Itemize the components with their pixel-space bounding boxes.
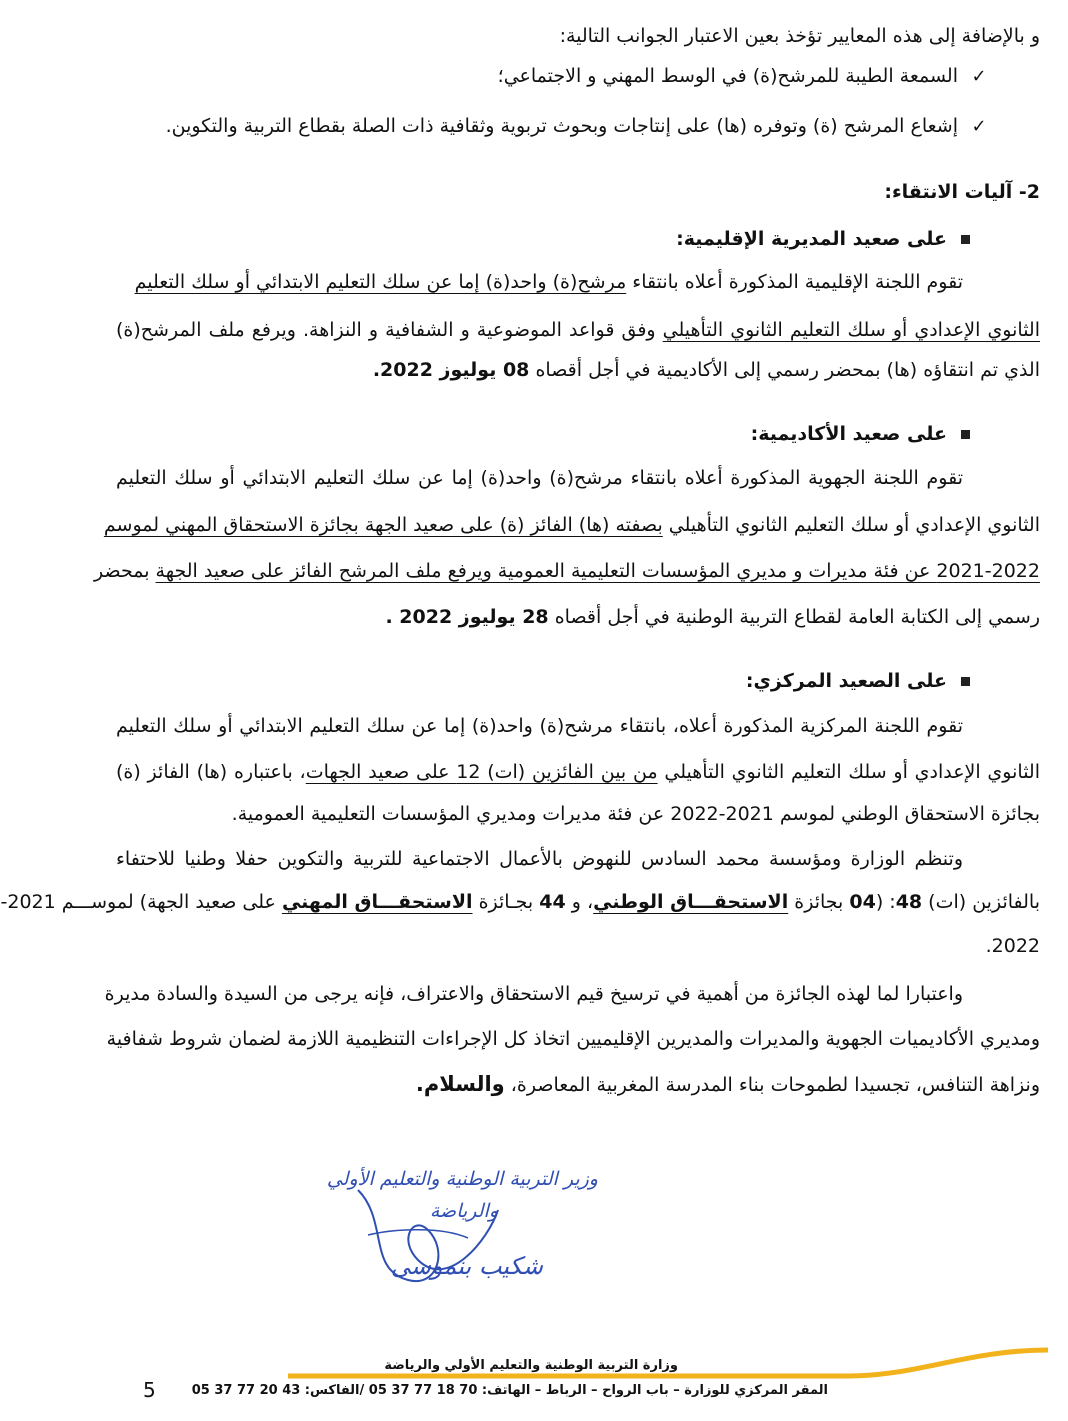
ceremony-line-3: 2022. — [985, 935, 1040, 957]
provincial-heading: على صعيد المديرية الإقليمية: — [116, 225, 970, 253]
checkmark-icon: ✓ — [971, 66, 987, 87]
central-line-2: الثانوي الإعدادي أو سلك التعليم الثانوي التأهيلي من بين الفائزين (ات) 12 على صعيد الجهات، باعتباره (ها) الفائز (ة) — [116, 761, 1041, 783]
footer-address: المقر المركزي للوزارة – باب الرواح – الرباط – الهاتف: 70 18 77 37 05 /الفاكس: 43 20 77 37 05 — [191, 1383, 828, 1398]
central-line-3: بجائزة الاستحقاق الوطني لموسم 2021-2022 عن فئة مديرات ومديري المؤسسات التعليمية العمومية. — [231, 803, 1040, 825]
footer-ministry-name: وزارة التربية الوطنية والتعليم الأولي والرياضة — [384, 1358, 678, 1373]
closing-line-3: ونزاهة التنافس، تجسيدا لطموحات بناء المدرسة المغربية المعاصرة، والسلام. — [415, 1072, 1040, 1096]
provincial-line-2: الثانوي الإعدادي أو سلك التعليم الثانوي التأهيلي وفق قواعد الموضوعية و الشفافية و النزاهة. ويرفع ملف المرشح(ة) — [116, 319, 1041, 341]
square-bullet-icon — [961, 430, 970, 439]
page-number: 5 — [143, 1378, 156, 1402]
regional-line-3: 2021-2022 عن فئة مديرات و مديري المؤسسات التعليمية العمومية ويرفع ملف المرشح الفائز على صعيد الجهة بمحضر — [94, 560, 1040, 582]
criterion-2: ✓إشعاع المرشح (ة) وتوفره (ها) على إنتاجات وبحوث تربوية وثقافية ذات الصلة بقطاع التربية والتكوين. — [116, 112, 990, 141]
closing-line-2: ومديري الأكاديميات الجهوية والمديرات والمديرين الإقليميين اتخاذ كل الإجراءات التنظيمية اللازمة لضمان شروط شفافية — [106, 1028, 1040, 1050]
ceremony-line-2: بالفائزين (ات) 48: (04 بجائزة الاستحقـــاق الوطني، و 44 بجـائزة الاستحقـــاق المهني على صعيد الجهة) لموســـم 2021- — [0, 891, 1040, 913]
square-bullet-icon — [961, 235, 970, 244]
provincial-line-3: الذي تم انتقاؤه (ها) بمحضر رسمي إلى الأكاديمية في أجل أقصاه 08 يوليوز 2022. — [372, 359, 1040, 381]
regional-line-1: تقوم اللجنة الجهوية المذكورة أعلاه بانتقاء مرشح(ة) واحد(ة) إما عن سلك التعليم الابتدائي أو سلك التعليم — [116, 467, 963, 489]
signature-title-line-1: وزير التربية الوطنية والتعليم الأولي — [326, 1168, 598, 1190]
regional-heading: على صعيد الأكاديمية: — [116, 420, 970, 448]
regional-line-2: الثانوي الإعدادي أو سلك التعليم الثانوي التأهيلي بصفته (ها) الفائز (ة) على صعيد الجهة بجائزة الاستحقاق المهني لموسم — [103, 514, 1040, 536]
central-line-1: تقوم اللجنة المركزية المذكورة أعلاه، بانتقاء مرشح(ة) واحد(ة) إما عن سلك التعليم الابتدائي أو سلك التعليم — [116, 715, 963, 737]
central-heading: على الصعيد المركزي: — [116, 667, 970, 695]
square-bullet-icon — [961, 677, 970, 686]
section-title: 2- آليات الانتقاء: — [884, 181, 1040, 203]
provincial-line-1: تقوم اللجنة الإقليمية المذكورة أعلاه بانتقاء مرشح(ة) واحد(ة) إما عن سلك التعليم الابتدائي أو سلك التعليم — [134, 271, 963, 293]
handwritten-signature-icon — [298, 1180, 578, 1300]
criterion-1: ✓السمعة الطيبة للمرشح(ة) في الوسط المهني و الاجتماعي؛ — [116, 62, 990, 91]
checkmark-icon: ✓ — [971, 116, 987, 137]
ceremony-line-1: وتنظم الوزارة ومؤسسة محمد السادس للنهوض بالأعمال الاجتماعية للتربية والتكوين حفلا وطنيا للاحتفاء — [116, 848, 963, 870]
signature-title-line-2: والرياضة — [429, 1200, 498, 1222]
regional-line-4: رسمي إلى الكتابة العامة لقطاع التربية الوطنية في أجل أقصاه 28 يوليوز 2022 . — [385, 606, 1040, 628]
intro-text: و بالإضافة إلى هذه المعايير تؤخذ بعين الاعتبار الجوانب التالية: — [559, 25, 1040, 47]
signature-name: شكيب بنموسى — [390, 1252, 543, 1280]
closing-line-1: واعتبارا لما لهذه الجائزة من أهمية في ترسيخ قيم الاستحقاق والاعتراف، فإنه يرجى من السيدة والسادة مديرة — [104, 983, 963, 1005]
